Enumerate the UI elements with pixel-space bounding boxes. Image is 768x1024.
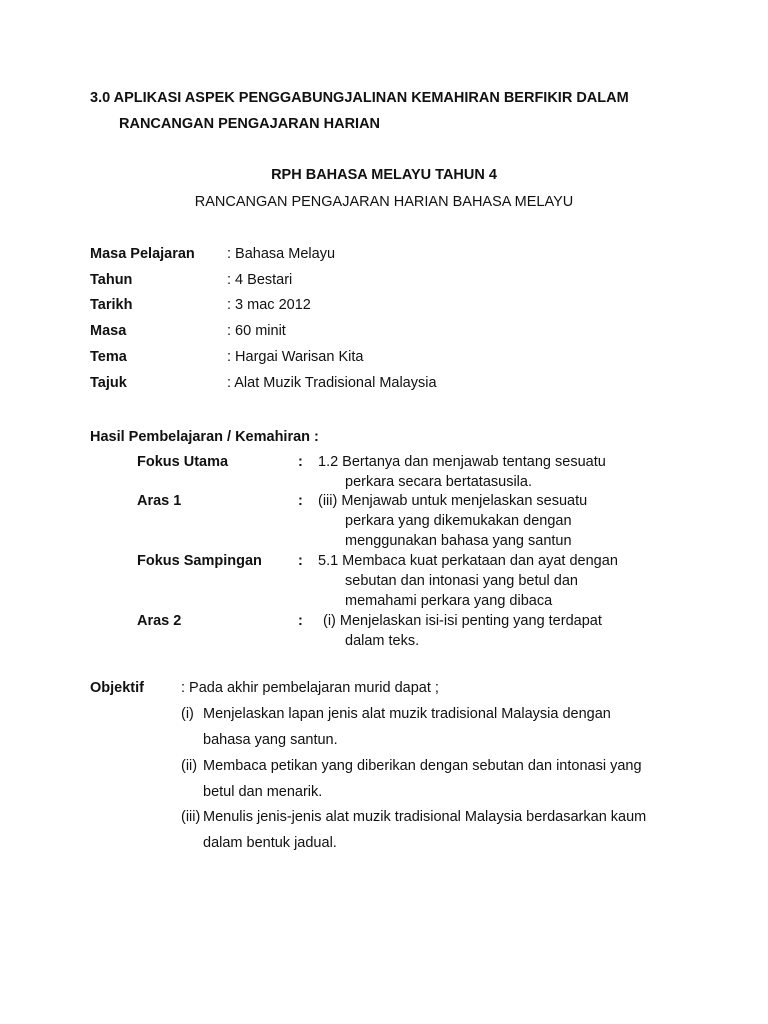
info-value-tajuk: : Alat Muzik Tradisional Malaysia [227, 375, 437, 391]
hasil-text-line: memahami perkara yang dibaca [345, 593, 553, 609]
info-label-tema: Tema [90, 349, 127, 365]
info-value-tarikh: : 3 mac 2012 [227, 297, 311, 313]
hasil-text-line: menggunakan bahasa yang santun [345, 533, 572, 549]
info-label-tahun: Tahun [90, 272, 133, 288]
hasil-heading: Hasil Pembelajaran / Kemahiran : [90, 429, 319, 445]
hasil-label-fokus-sampingan: Fokus Sampingan [137, 553, 262, 569]
hasil-text-line: 1.2 Bertanya dan menjawab tentang sesuatu [318, 454, 606, 470]
objektif-text-line: dalam bentuk jadual. [203, 835, 337, 851]
hasil-text-line: sebutan dan intonasi yang betul dan [345, 573, 578, 589]
hasil-colon: : [298, 493, 303, 509]
objektif-text-line: bahasa yang santun. [203, 732, 338, 748]
section-heading-line1: 3.0 APLIKASI ASPEK PENGGABUNGJALINAN KEMAHIRAN BERFIKIR DALAM [90, 90, 629, 106]
info-label-masa: Masa [90, 323, 127, 339]
hasil-text-line: (iii) Menjawab untuk menjelaskan sesuatu [318, 493, 588, 509]
info-value-tema: : Hargai Warisan Kita [227, 349, 364, 365]
document-title: RPH BAHASA MELAYU TAHUN 4 [271, 167, 497, 183]
objektif-intro: : Pada akhir pembelajaran murid dapat ; [181, 680, 439, 696]
hasil-label-aras-1: Aras 1 [137, 493, 182, 509]
objektif-number: (iii) [181, 809, 201, 825]
hasil-text-line: perkara yang dikemukakan dengan [345, 513, 572, 529]
info-value-masa: : 60 minit [227, 323, 286, 339]
objektif-number: (i) [181, 706, 194, 722]
section-heading-line2: RANCANGAN PENGAJARAN HARIAN [119, 116, 381, 132]
hasil-text-line: perkara secara bertatasusila. [345, 474, 532, 490]
hasil-colon: : [298, 613, 303, 629]
hasil-label-aras-2: Aras 2 [137, 613, 182, 629]
info-value-masa-pelajaran: : Bahasa Melayu [227, 246, 336, 262]
objektif-number: (ii) [181, 758, 198, 774]
hasil-text-line: (i) Menjelaskan isi-isi penting yang terdapat [323, 613, 602, 629]
hasil-colon: : [298, 454, 303, 470]
hasil-colon: : [298, 553, 303, 569]
hasil-text-line: dalam teks. [345, 633, 420, 649]
info-label-masa-pelajaran: Masa Pelajaran [90, 246, 195, 262]
hasil-text-line: 5.1 Membaca kuat perkataan dan ayat dengan [318, 553, 618, 569]
objektif-text-line: betul dan menarik. [203, 784, 323, 800]
objektif-text-line: Membaca petikan yang diberikan dengan sebutan dan intonasi yang [203, 758, 642, 774]
info-label-tarikh: Tarikh [90, 297, 133, 313]
objektif-label: Objektif [90, 680, 144, 696]
info-value-tahun: : 4 Bestari [227, 272, 293, 288]
hasil-label-fokus-utama: Fokus Utama [137, 454, 229, 470]
document-subtitle: RANCANGAN PENGAJARAN HARIAN BAHASA MELAYU [194, 194, 574, 210]
objektif-text-line: Menulis jenis-jenis alat muzik tradisional Malaysia berdasarkan kaum [203, 809, 647, 825]
objektif-text-line: Menjelaskan lapan jenis alat muzik tradisional Malaysia dengan [203, 706, 611, 722]
info-label-tajuk: Tajuk [90, 375, 127, 391]
